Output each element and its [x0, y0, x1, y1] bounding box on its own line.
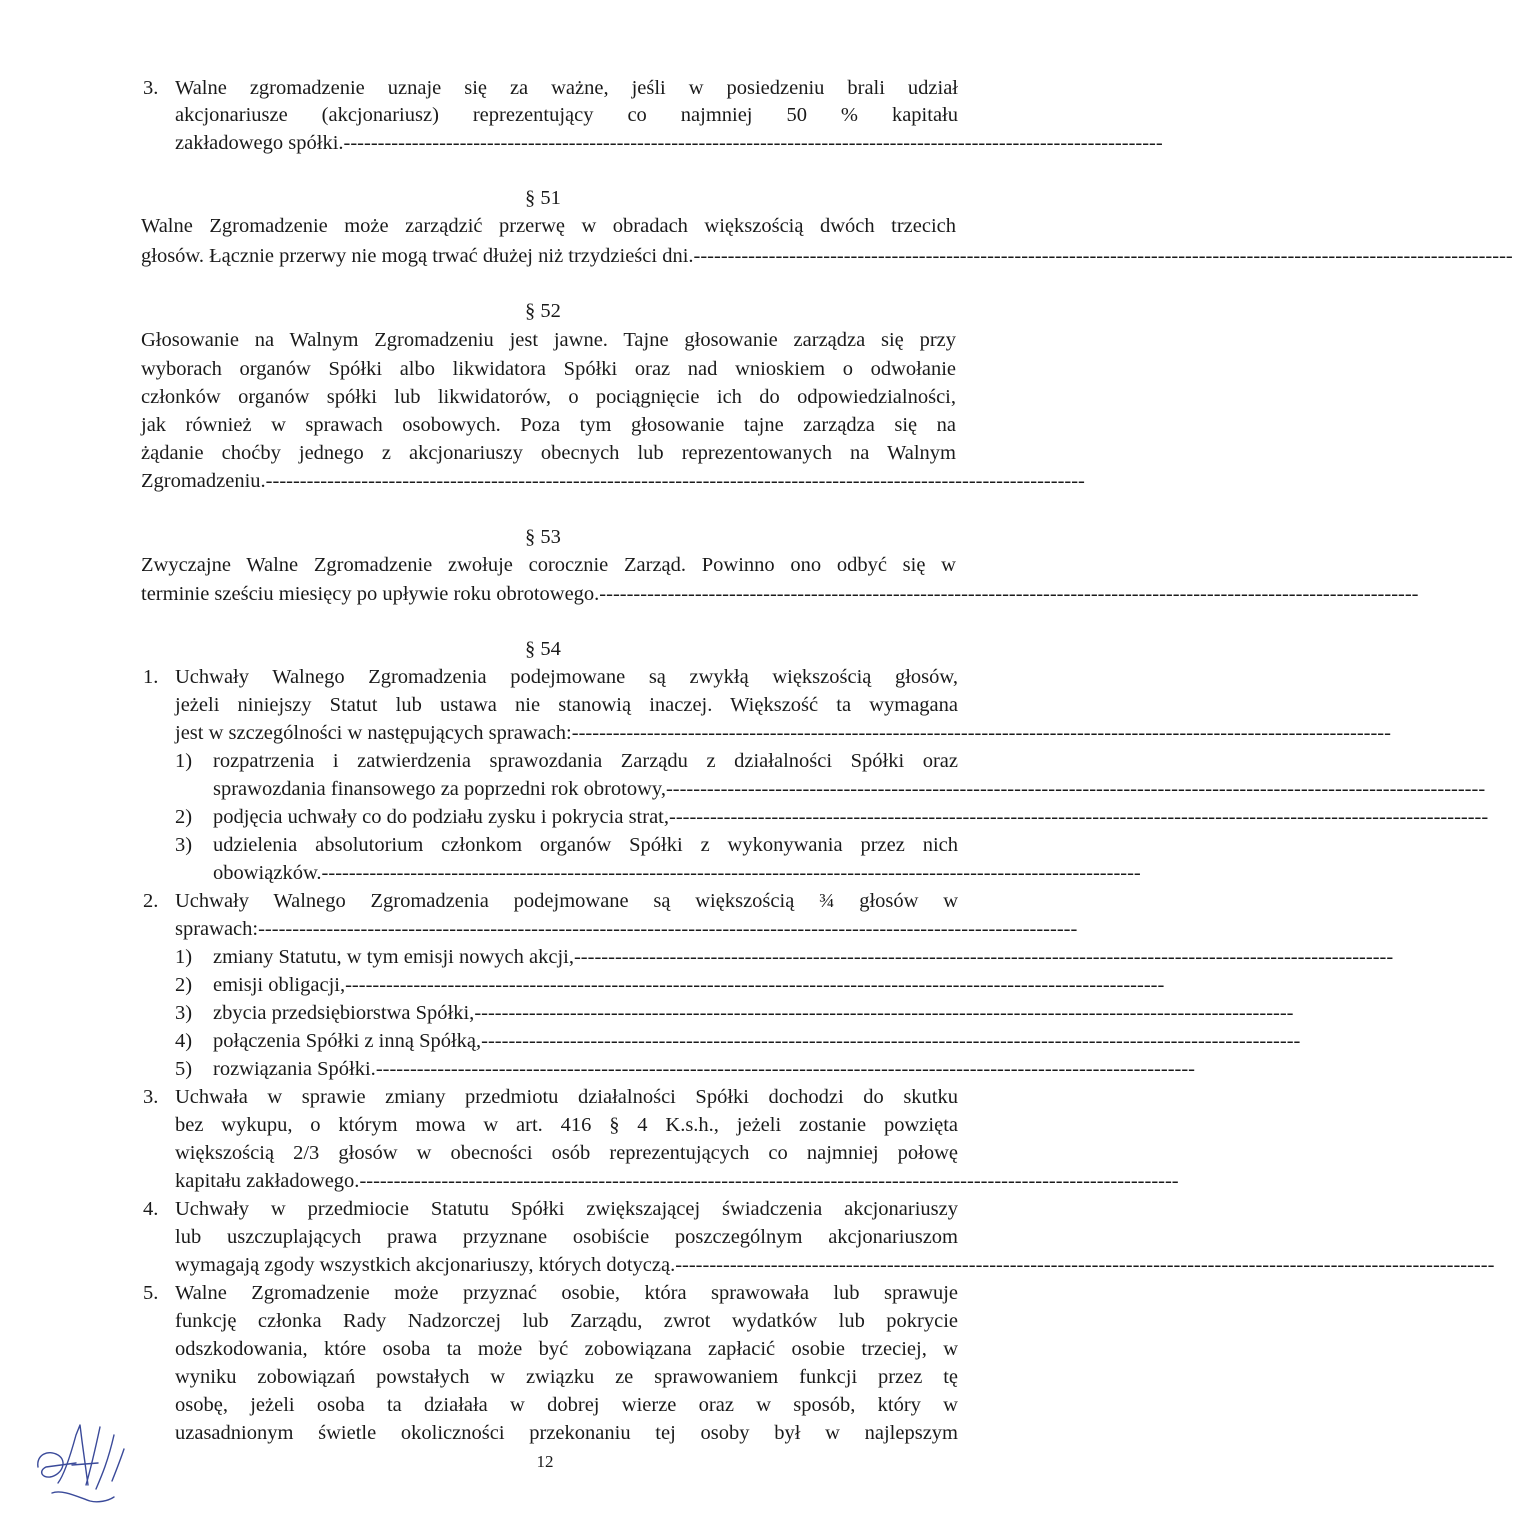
sub-item-number: 2) — [175, 806, 193, 828]
section-heading: § 53 — [525, 526, 561, 548]
item-number: 5. — [143, 1282, 159, 1304]
text-line — [213, 777, 1486, 801]
text-line: udzielenia absolutorium członkom organów Spółki z wykonywania przez nich — [213, 834, 958, 856]
dash-filler: ------------------------------------------------------------------------------------------------------------------------ — [321, 862, 1141, 884]
text-content: sprawach: — [175, 918, 259, 940]
signature-icon — [28, 1405, 138, 1515]
text-line: rozpatrzenia i zatwierdzenia sprawozdania Zarządu z działalności Spółki oraz — [213, 750, 958, 772]
section-heading: § 51 — [525, 187, 561, 209]
dash-filler: ------------------------------------------------------------------------------------------------------------------------ — [665, 778, 1486, 800]
text-line: funkcję członka Rady Nadzorczej lub Zarządu, zwrot wydatków lub pokrycie — [175, 1310, 958, 1332]
text-content: zmiany Statutu, w tym emisji nowych akcji, — [213, 946, 574, 968]
text-content: sprawozdania finansowego za poprzedni rok obrotowy, — [213, 778, 666, 800]
text-line: bez wykupu, o którym mowa w art. 416 § 4 K.s.h., jeżeli zostanie powzięta — [175, 1114, 958, 1136]
text-line — [213, 861, 1141, 885]
text-line: członków organów spółki lub likwidatorów, o pociągnięcie ich do odpowiedzialności, — [141, 386, 956, 408]
text-content: zbycia przedsiębiorstwa Spółki, — [213, 1002, 475, 1024]
dash-filler: ------------------------------------------------------------------------------------------------------------------------ — [359, 1170, 1179, 1192]
text-line — [141, 469, 1085, 493]
text-line — [175, 1169, 1179, 1193]
text-content: emisji obligacji, — [213, 974, 346, 996]
text-line — [175, 1253, 1495, 1277]
text-line — [213, 945, 1394, 969]
text-line: osobę, jeżeli osoba ta działała w dobrej wierze oraz w sposób, który w — [175, 1394, 958, 1416]
text-line — [213, 973, 1165, 997]
text-content: wymagają zgody wszystkich akcjonariuszy, których dotyczą. — [175, 1254, 676, 1276]
dash-filler: ------------------------------------------------------------------------------------------------------------------------ — [669, 806, 1489, 828]
text-content: kapitału zakładowego. — [175, 1170, 360, 1192]
text-content: jest w szczególności w następujących sprawach: — [175, 722, 572, 744]
text-line — [213, 805, 1489, 829]
text-line: Walne zgromadzenie uznaje się za ważne, jeśli w posiedzeniu brali udział — [175, 77, 958, 99]
item-number: 2. — [143, 890, 159, 912]
text-content: zakładowego spółki. — [175, 132, 344, 154]
text-content: terminie sześciu miesięcy po upływie roku obrotowego. — [141, 583, 600, 605]
text-line: Walne Zgromadzenie może zarządzić przerwę w obradach większością dwóch trzecich — [141, 215, 956, 237]
item-number: 4. — [143, 1198, 159, 1220]
dash-filler: ------------------------------------------------------------------------------------------------------------------------ — [675, 1254, 1495, 1276]
text-line — [175, 721, 1391, 745]
dash-filler: ------------------------------------------------------------------------------------------------------------------------ — [573, 946, 1394, 968]
sub-item-number: 5) — [175, 1058, 193, 1080]
text-line — [175, 131, 1163, 155]
text-line: Walne Zgromadzenie może przyznać osobie, która sprawowała lub sprawuje — [175, 1282, 958, 1304]
text-line: Głosowanie na Walnym Zgromadzeniu jest jawne. Tajne głosowanie zarządza się przy — [141, 329, 956, 351]
text-line: żądanie choćby jednego z akcjonariuszy obecnych lub reprezentowanych na Walnym — [141, 442, 956, 464]
dash-filler: ------------------------------------------------------------------------------------------------------------------------ — [571, 722, 1391, 744]
dash-filler: ------------------------------------------------------------------------------------------------------------------------ — [345, 974, 1165, 996]
section-heading: § 52 — [525, 300, 561, 322]
text-line: Zwyczajne Walne Zgromadzenie zwołuje corocznie Zarząd. Powinno ono odbyć się w — [141, 554, 956, 576]
text-line — [213, 1029, 1301, 1053]
dash-filler: ------------------------------------------------------------------------------------------------------------------------ — [474, 1002, 1294, 1024]
text-line: lub uszczuplających prawa przyznane osobiście poszczególnym akcjonariuszom — [175, 1226, 958, 1248]
sub-item-number: 1) — [175, 750, 193, 772]
sub-item-number: 3) — [175, 1002, 193, 1024]
dash-filler: ------------------------------------------------------------------------------------------------------------------------ — [258, 918, 1078, 940]
text-line: Uchwały Walnego Zgromadzenia podejmowane są zwykłą większością głosów, — [175, 666, 958, 688]
text-line — [141, 244, 1513, 268]
text-line — [213, 1057, 1196, 1081]
text-content: podjęcia uchwały co do podziału zysku i pokrycia strat, — [213, 806, 669, 828]
dash-filler: ------------------------------------------------------------------------------------------------------------------------ — [693, 245, 1513, 267]
text-content: Zgromadzeniu. — [141, 470, 266, 492]
text-line: akcjonariusze (akcjonariusz) reprezentujący co najmniej 50 % kapitału — [175, 104, 958, 126]
item-number: 1. — [143, 666, 159, 688]
text-content: obowiązków. — [213, 862, 322, 884]
text-line: uzasadnionym świetle okoliczności przekonaniu tej osoby był w najlepszym — [175, 1422, 958, 1444]
text-content: głosów. Łącznie przerwy nie mogą trwać dłużej niż trzydzieści dni. — [141, 245, 694, 267]
dash-filler: ------------------------------------------------------------------------------------------------------------------------ — [375, 1058, 1196, 1080]
item-number: 3. — [143, 77, 159, 99]
text-line: wyborach organów Spółki albo likwidatora Spółki oraz nad wnioskiem o odwołanie — [141, 358, 956, 380]
text-line: Uchwały Walnego Zgromadzenia podejmowane są większością ¾ głosów w — [175, 890, 958, 912]
text-line: Uchwały w przedmiocie Statutu Spółki zwiększającej świadczenia akcjonariuszy — [175, 1198, 958, 1220]
text-line: Uchwała w sprawie zmiany przedmiotu działalności Spółki dochodzi do skutku — [175, 1086, 958, 1108]
text-line — [213, 1001, 1294, 1025]
sub-item-number: 2) — [175, 974, 193, 996]
sub-item-number: 3) — [175, 834, 193, 856]
text-content: rozwiązania Spółki. — [213, 1058, 376, 1080]
dash-filler: ------------------------------------------------------------------------------------------------------------------------ — [265, 470, 1085, 492]
dash-filler: ------------------------------------------------------------------------------------------------------------------------ — [343, 132, 1163, 154]
text-line: wyniku zobowiązań powstałych w związku ze sprawowaniem funkcji przez tę — [175, 1366, 958, 1388]
text-line — [175, 917, 1078, 941]
page-number: 12 — [536, 1452, 554, 1471]
text-line — [141, 582, 1419, 606]
sub-item-number: 1) — [175, 946, 193, 968]
text-line: jeżeli niniejszy Statut lub ustawa nie stanowią inaczej. Większość ta wymagana — [175, 694, 958, 716]
dash-filler: ------------------------------------------------------------------------------------------------------------------------ — [599, 583, 1419, 605]
dash-filler: ------------------------------------------------------------------------------------------------------------------------ — [481, 1030, 1301, 1052]
item-number: 3. — [143, 1086, 159, 1108]
section-heading: § 54 — [525, 638, 561, 660]
text-line: odszkodowania, które osoba ta może być zobowiązana zapłacić osobie trzeciej, w — [175, 1338, 958, 1360]
text-content: połączenia Spółki z inną Spółką, — [213, 1030, 482, 1052]
sub-item-number: 4) — [175, 1030, 193, 1052]
text-line: jak również w sprawach osobowych. Poza tym głosowanie tajne zarządza się na — [141, 414, 956, 436]
text-line: większością 2/3 głosów w obecności osób reprezentujących co najmniej połowę — [175, 1142, 958, 1164]
